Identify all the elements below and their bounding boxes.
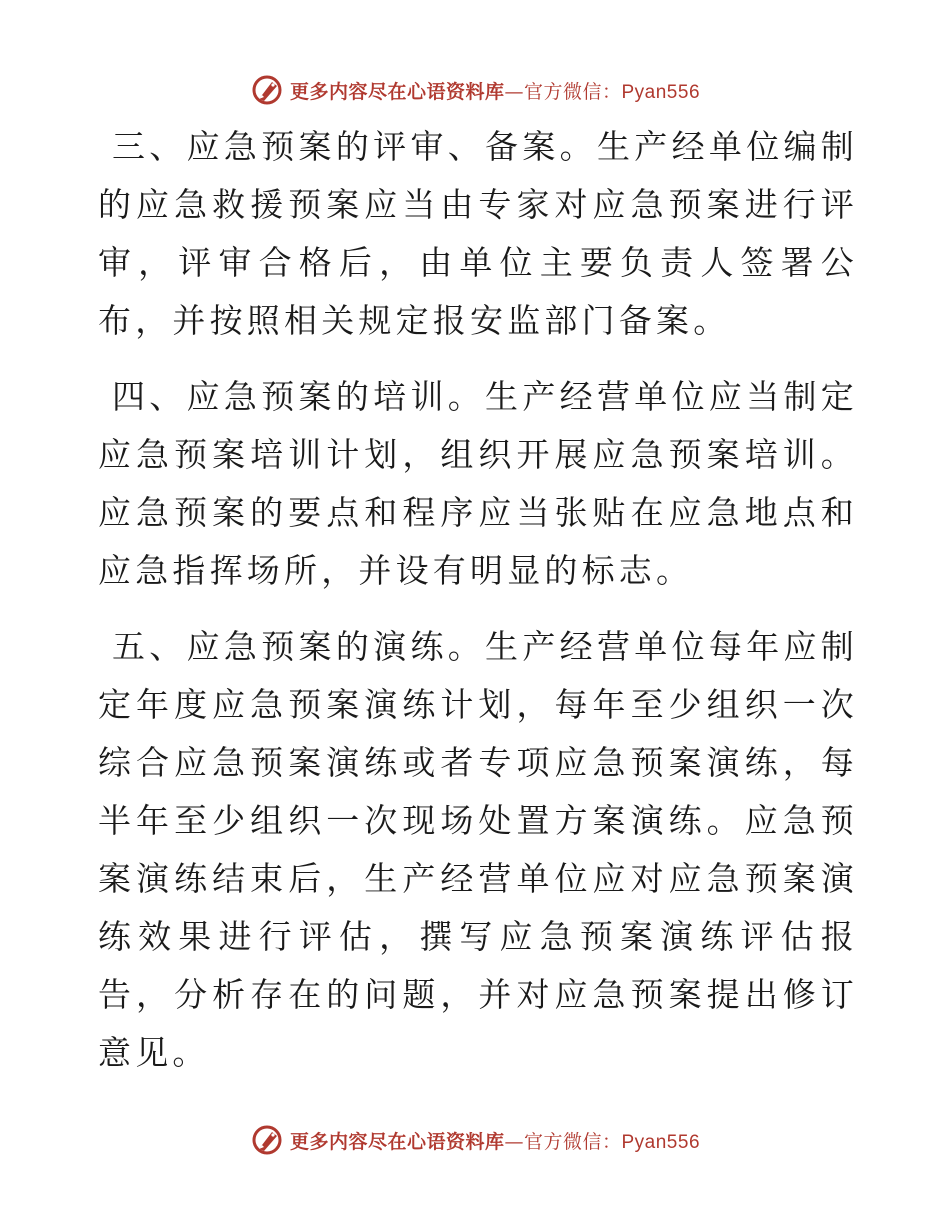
banner-official-label: 官方微信： bbox=[523, 1130, 622, 1153]
paragraph-review-filing: 三、应急预案的评审、备案。生产经单位编制的应急救援预案应当由专家对应急预案进行评审，评审合格后，由单位主要负责人签署公布，并按照相关规定报安监部门备案。 bbox=[98, 127, 858, 340]
banner-official-label: 官方微信： bbox=[523, 80, 622, 103]
paragraph-drill: 五、应急预案的演练。生产经营单位每年应制定年度应急预案演练计划，每年至少组织一次综合应急预案演练或者专项应急预案演练，每半年至少组织一次现场处置方案演练。应急预案演练结束后，生产经营单位应对应急预案演练效果进行评估，撰写应急预案演练评估报告，分析存在的问题，并对应急预案提出修订意见。 bbox=[98, 627, 858, 1072]
pen-nib-circle-icon bbox=[250, 73, 284, 107]
banner-text bbox=[290, 1127, 700, 1154]
banner-text bbox=[290, 77, 700, 104]
header-banner bbox=[0, 70, 950, 110]
banner-slogan: 更多内容尽在心语资料库 bbox=[289, 1130, 505, 1153]
banner-slogan: 更多内容尽在心语资料库 bbox=[289, 80, 505, 103]
footer-banner bbox=[0, 1120, 950, 1160]
banner-handle: Pyan556 bbox=[621, 81, 701, 103]
banner-separator: — bbox=[504, 80, 524, 103]
paragraph-training: 四、应急预案的培训。生产经营单位应当制定应急预案培训计划，组织开展应急预案培训。应急预案的要点和程序应当张贴在应急地点和应急指挥场所，并设有明显的标志。 bbox=[98, 377, 858, 590]
banner-handle: Pyan556 bbox=[621, 1131, 701, 1153]
document-body bbox=[98, 118, 858, 1100]
banner-separator: — bbox=[504, 1130, 524, 1153]
pen-nib-circle-icon bbox=[250, 1123, 284, 1157]
